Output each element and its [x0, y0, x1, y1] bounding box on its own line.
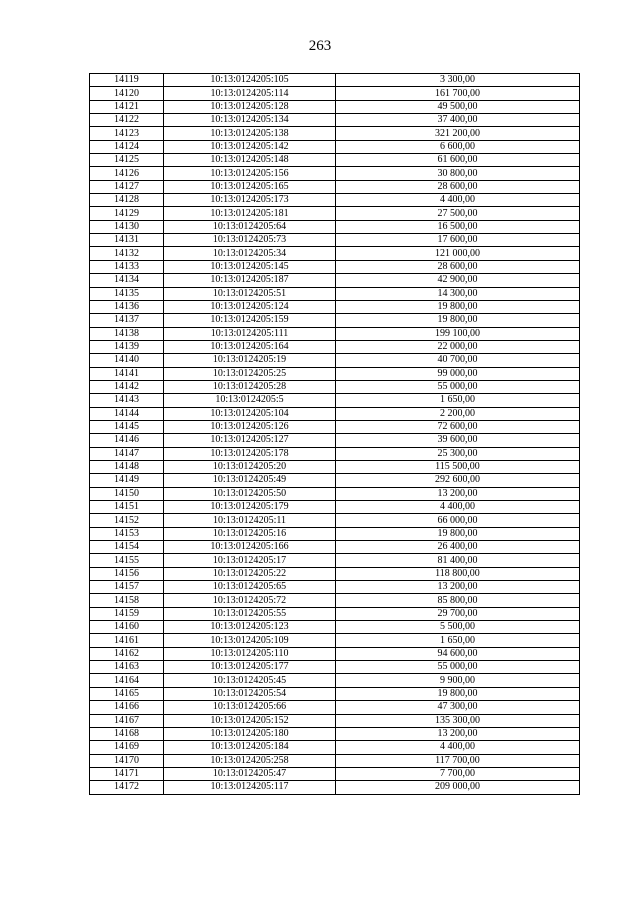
value-cell: 40 700,00: [336, 354, 580, 367]
cadastral-number-cell: 10:13:0124205:73: [164, 234, 336, 247]
table-row: [90, 420, 580, 433]
cadastral-number-cell: 10:13:0124205:128: [164, 100, 336, 113]
cadastral-number-cell: 10:13:0124205:66: [164, 701, 336, 714]
value-cell: 28 600,00: [336, 180, 580, 193]
table-row: [90, 714, 580, 727]
value-cell: 14 300,00: [336, 287, 580, 300]
cadastral-number-cell: 10:13:0124205:159: [164, 314, 336, 327]
value-cell: 321 200,00: [336, 127, 580, 140]
row-number-cell: 14139: [90, 340, 164, 353]
row-number-cell: 14137: [90, 314, 164, 327]
cadastral-number-cell: 10:13:0124205:127: [164, 434, 336, 447]
row-number-cell: 14126: [90, 167, 164, 180]
cadastral-number-cell: 10:13:0124205:138: [164, 127, 336, 140]
row-number-cell: 14166: [90, 701, 164, 714]
row-number-cell: 14134: [90, 274, 164, 287]
cadastral-number-cell: 10:13:0124205:117: [164, 781, 336, 794]
cadastral-number-cell: 10:13:0124205:181: [164, 207, 336, 220]
value-cell: 115 500,00: [336, 460, 580, 473]
value-cell: 37 400,00: [336, 114, 580, 127]
value-cell: 135 300,00: [336, 714, 580, 727]
value-cell: 13 200,00: [336, 581, 580, 594]
cadastral-number-cell: 10:13:0124205:105: [164, 74, 336, 87]
cadastral-table: [89, 73, 580, 795]
row-number-cell: 14140: [90, 354, 164, 367]
row-number-cell: 14154: [90, 541, 164, 554]
cadastral-number-cell: 10:13:0124205:49: [164, 474, 336, 487]
value-cell: 1 650,00: [336, 634, 580, 647]
value-cell: 292 600,00: [336, 474, 580, 487]
table-row: [90, 114, 580, 127]
value-cell: 17 600,00: [336, 234, 580, 247]
value-cell: 30 800,00: [336, 167, 580, 180]
table-row: [90, 274, 580, 287]
page-number: 263: [308, 38, 332, 54]
cadastral-number-cell: 10:13:0124205:258: [164, 754, 336, 767]
value-cell: 6 600,00: [336, 140, 580, 153]
row-number-cell: 14132: [90, 247, 164, 260]
value-cell: 61 600,00: [336, 154, 580, 167]
value-cell: 42 900,00: [336, 274, 580, 287]
table-row: [90, 220, 580, 233]
table-row: [90, 487, 580, 500]
row-number-cell: 14161: [90, 634, 164, 647]
table-body: [90, 74, 580, 795]
table-row: [90, 607, 580, 620]
cadastral-number-cell: 10:13:0124205:179: [164, 501, 336, 514]
cadastral-number-cell: 10:13:0124205:55: [164, 607, 336, 620]
cadastral-number-cell: 10:13:0124205:64: [164, 220, 336, 233]
value-cell: 161 700,00: [336, 87, 580, 100]
table-row: [90, 674, 580, 687]
value-cell: 4 400,00: [336, 741, 580, 754]
cadastral-number-cell: 10:13:0124205:11: [164, 514, 336, 527]
table-row: [90, 687, 580, 700]
value-cell: 55 000,00: [336, 380, 580, 393]
table-row: [90, 474, 580, 487]
table-row: [90, 527, 580, 540]
table-row: [90, 100, 580, 113]
value-cell: 29 700,00: [336, 607, 580, 620]
row-number-cell: 14127: [90, 180, 164, 193]
value-cell: 55 000,00: [336, 661, 580, 674]
row-number-cell: 14156: [90, 567, 164, 580]
table-row: [90, 594, 580, 607]
table-row: [90, 567, 580, 580]
cadastral-number-cell: 10:13:0124205:111: [164, 327, 336, 340]
value-cell: 199 100,00: [336, 327, 580, 340]
table-row: [90, 514, 580, 527]
row-number-cell: 14143: [90, 394, 164, 407]
cadastral-number-cell: 10:13:0124205:19: [164, 354, 336, 367]
table-row: [90, 287, 580, 300]
table-row: [90, 180, 580, 193]
cadastral-number-cell: 10:13:0124205:28: [164, 380, 336, 393]
row-number-cell: 14168: [90, 727, 164, 740]
cadastral-number-cell: 10:13:0124205:184: [164, 741, 336, 754]
row-number-cell: 14162: [90, 647, 164, 660]
row-number-cell: 14158: [90, 594, 164, 607]
cadastral-number-cell: 10:13:0124205:177: [164, 661, 336, 674]
table-row: [90, 300, 580, 313]
row-number-cell: 14121: [90, 100, 164, 113]
value-cell: 19 800,00: [336, 687, 580, 700]
row-number-cell: 14160: [90, 621, 164, 634]
value-cell: 22 000,00: [336, 340, 580, 353]
row-number-cell: 14152: [90, 514, 164, 527]
table-row: [90, 340, 580, 353]
row-number-cell: 14148: [90, 460, 164, 473]
cadastral-number-cell: 10:13:0124205:5: [164, 394, 336, 407]
cadastral-number-cell: 10:13:0124205:123: [164, 621, 336, 634]
table-row: [90, 634, 580, 647]
table-row: [90, 314, 580, 327]
row-number-cell: 14164: [90, 674, 164, 687]
cadastral-number-cell: 10:13:0124205:50: [164, 487, 336, 500]
value-cell: 118 800,00: [336, 567, 580, 580]
row-number-cell: 14150: [90, 487, 164, 500]
value-cell: 27 500,00: [336, 207, 580, 220]
cadastral-number-cell: 10:13:0124205:17: [164, 554, 336, 567]
row-number-cell: 14172: [90, 781, 164, 794]
table-row: [90, 781, 580, 794]
value-cell: 19 800,00: [336, 300, 580, 313]
row-number-cell: 14144: [90, 407, 164, 420]
value-cell: 85 800,00: [336, 594, 580, 607]
cadastral-number-cell: 10:13:0124205:126: [164, 420, 336, 433]
cadastral-number-cell: 10:13:0124205:65: [164, 581, 336, 594]
cadastral-number-cell: 10:13:0124205:124: [164, 300, 336, 313]
table-row: [90, 767, 580, 780]
cadastral-number-cell: 10:13:0124205:25: [164, 367, 336, 380]
cadastral-number-cell: 10:13:0124205:72: [164, 594, 336, 607]
table-row: [90, 87, 580, 100]
table-row: [90, 501, 580, 514]
value-cell: 39 600,00: [336, 434, 580, 447]
value-cell: 28 600,00: [336, 260, 580, 273]
row-number-cell: 14170: [90, 754, 164, 767]
cadastral-number-cell: 10:13:0124205:187: [164, 274, 336, 287]
value-cell: 66 000,00: [336, 514, 580, 527]
table-row: [90, 407, 580, 420]
row-number-cell: 14153: [90, 527, 164, 540]
row-number-cell: 14122: [90, 114, 164, 127]
row-number-cell: 14135: [90, 287, 164, 300]
value-cell: 13 200,00: [336, 487, 580, 500]
table-row: [90, 140, 580, 153]
row-number-cell: 14125: [90, 154, 164, 167]
cadastral-number-cell: 10:13:0124205:145: [164, 260, 336, 273]
value-cell: 5 500,00: [336, 621, 580, 634]
cadastral-number-cell: 10:13:0124205:34: [164, 247, 336, 260]
value-cell: 3 300,00: [336, 74, 580, 87]
cadastral-number-cell: 10:13:0124205:134: [164, 114, 336, 127]
row-number-cell: 14167: [90, 714, 164, 727]
table-row: [90, 554, 580, 567]
table-row: [90, 394, 580, 407]
table-row: [90, 727, 580, 740]
value-cell: 4 400,00: [336, 501, 580, 514]
value-cell: 1 650,00: [336, 394, 580, 407]
cadastral-number-cell: 10:13:0124205:20: [164, 460, 336, 473]
value-cell: 49 500,00: [336, 100, 580, 113]
value-cell: 94 600,00: [336, 647, 580, 660]
cadastral-number-cell: 10:13:0124205:47: [164, 767, 336, 780]
cadastral-number-cell: 10:13:0124205:22: [164, 567, 336, 580]
cadastral-number-cell: 10:13:0124205:148: [164, 154, 336, 167]
cadastral-number-cell: 10:13:0124205:142: [164, 140, 336, 153]
value-cell: 99 000,00: [336, 367, 580, 380]
cadastral-number-cell: 10:13:0124205:114: [164, 87, 336, 100]
row-number-cell: 14146: [90, 434, 164, 447]
cadastral-number-cell: 10:13:0124205:156: [164, 167, 336, 180]
table-row: [90, 741, 580, 754]
row-number-cell: 14145: [90, 420, 164, 433]
value-cell: 2 200,00: [336, 407, 580, 420]
table-row: [90, 661, 580, 674]
value-cell: 19 800,00: [336, 527, 580, 540]
row-number-cell: 14119: [90, 74, 164, 87]
table-row: [90, 541, 580, 554]
row-number-cell: 14133: [90, 260, 164, 273]
row-number-cell: 14141: [90, 367, 164, 380]
value-cell: 26 400,00: [336, 541, 580, 554]
value-cell: 7 700,00: [336, 767, 580, 780]
table-row: [90, 447, 580, 460]
row-number-cell: 14129: [90, 207, 164, 220]
row-number-cell: 14163: [90, 661, 164, 674]
cadastral-number-cell: 10:13:0124205:180: [164, 727, 336, 740]
table-row: [90, 621, 580, 634]
row-number-cell: 14171: [90, 767, 164, 780]
row-number-cell: 14131: [90, 234, 164, 247]
table-row: [90, 647, 580, 660]
table-row: [90, 581, 580, 594]
table-row: [90, 127, 580, 140]
value-cell: 209 000,00: [336, 781, 580, 794]
cadastral-number-cell: 10:13:0124205:178: [164, 447, 336, 460]
table-row: [90, 260, 580, 273]
table-row: [90, 327, 580, 340]
table-row: [90, 434, 580, 447]
cadastral-number-cell: 10:13:0124205:165: [164, 180, 336, 193]
row-number-cell: 14149: [90, 474, 164, 487]
value-cell: 72 600,00: [336, 420, 580, 433]
cadastral-number-cell: 10:13:0124205:109: [164, 634, 336, 647]
cadastral-number-cell: 10:13:0124205:16: [164, 527, 336, 540]
value-cell: 117 700,00: [336, 754, 580, 767]
row-number-cell: 14130: [90, 220, 164, 233]
row-number-cell: 14124: [90, 140, 164, 153]
table-row: [90, 367, 580, 380]
table-row: [90, 207, 580, 220]
table-row: [90, 460, 580, 473]
value-cell: 25 300,00: [336, 447, 580, 460]
row-number-cell: 14151: [90, 501, 164, 514]
row-number-cell: 14165: [90, 687, 164, 700]
row-number-cell: 14147: [90, 447, 164, 460]
row-number-cell: 14136: [90, 300, 164, 313]
row-number-cell: 14169: [90, 741, 164, 754]
value-cell: 81 400,00: [336, 554, 580, 567]
table-row: [90, 194, 580, 207]
cadastral-number-cell: 10:13:0124205:173: [164, 194, 336, 207]
row-number-cell: 14120: [90, 87, 164, 100]
value-cell: 19 800,00: [336, 314, 580, 327]
table-row: [90, 234, 580, 247]
cadastral-number-cell: 10:13:0124205:110: [164, 647, 336, 660]
cadastral-number-cell: 10:13:0124205:152: [164, 714, 336, 727]
row-number-cell: 14128: [90, 194, 164, 207]
cadastral-number-cell: 10:13:0124205:54: [164, 687, 336, 700]
value-cell: 121 000,00: [336, 247, 580, 260]
table-row: [90, 247, 580, 260]
value-cell: 4 400,00: [336, 194, 580, 207]
row-number-cell: 14138: [90, 327, 164, 340]
table-row: [90, 154, 580, 167]
row-number-cell: 14159: [90, 607, 164, 620]
cadastral-number-cell: 10:13:0124205:104: [164, 407, 336, 420]
table-row: [90, 701, 580, 714]
cadastral-number-cell: 10:13:0124205:51: [164, 287, 336, 300]
value-cell: 47 300,00: [336, 701, 580, 714]
table-row: [90, 354, 580, 367]
table-row: [90, 754, 580, 767]
row-number-cell: 14123: [90, 127, 164, 140]
value-cell: 13 200,00: [336, 727, 580, 740]
row-number-cell: 14157: [90, 581, 164, 594]
table-row: [90, 74, 580, 87]
cadastral-number-cell: 10:13:0124205:164: [164, 340, 336, 353]
table-row: [90, 380, 580, 393]
row-number-cell: 14142: [90, 380, 164, 393]
table-row: [90, 167, 580, 180]
row-number-cell: 14155: [90, 554, 164, 567]
value-cell: 9 900,00: [336, 674, 580, 687]
cadastral-number-cell: 10:13:0124205:45: [164, 674, 336, 687]
cadastral-number-cell: 10:13:0124205:166: [164, 541, 336, 554]
value-cell: 16 500,00: [336, 220, 580, 233]
